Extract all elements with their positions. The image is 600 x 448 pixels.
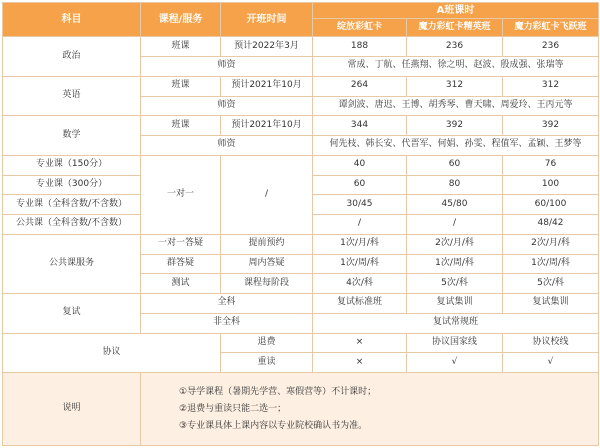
cell-value: 1次/月/科 (313, 234, 407, 254)
notes-label: 说明 (3, 373, 141, 446)
note-line: ②退费与重读只能二选一； (179, 403, 287, 414)
service-name: 测试 (141, 274, 221, 294)
refund-label: 退费 (221, 333, 313, 353)
cell-value: 60 (407, 155, 503, 175)
cell-value: 5次/科 (503, 274, 599, 294)
cell-value: 48/42 (503, 215, 599, 235)
header-subject: 科目 (3, 3, 141, 37)
cell-value: 协议校线 (503, 333, 599, 353)
fushi-full-label: 全科 (141, 294, 313, 314)
cell-value: 4次/科 (313, 274, 407, 294)
one-on-one-label: 一对一 (141, 155, 221, 234)
cell-value: 264 (313, 76, 407, 96)
course-table (2, 2, 599, 446)
course-type: 班课 (141, 76, 221, 96)
public-service-label: 公共课服务 (3, 234, 141, 293)
start-time: 预计2022年3月 (221, 37, 313, 57)
cell-value: 344 (313, 116, 407, 136)
protocol-label: 协议 (3, 333, 221, 373)
cell-value: 100 (503, 175, 599, 195)
cell-value: 复试集训 (407, 294, 503, 314)
cell-value: 45/80 (407, 195, 503, 215)
cell-value: 60 (313, 175, 407, 195)
cell-value: 1次/周/科 (407, 254, 503, 274)
cell-value: 236 (407, 37, 503, 57)
table-row (3, 294, 599, 314)
pro-course-name: 专业课（300分） (3, 175, 141, 195)
header-course: 课程/服务 (141, 3, 221, 37)
teacher-list: 何先枝、韩长安、代晋军、何娟、孙雯、程值军、孟颖、王梦等 (313, 136, 599, 156)
cell-value: 312 (407, 76, 503, 96)
cell-value: 236 (503, 37, 599, 57)
service-time: 课程每阶段 (221, 274, 313, 294)
cell-value: 76 (503, 155, 599, 175)
pro-course-name: 公共课（全科含数/不含数） (3, 215, 141, 235)
header-start: 开班时间 (221, 3, 313, 37)
table-row (3, 37, 599, 57)
cell-value: 1次/周/科 (503, 254, 599, 274)
fushi-nonfull-value: 复试常规班 (313, 313, 599, 333)
fushi-label: 复试 (3, 294, 141, 334)
cell-value: 30/45 (313, 195, 407, 215)
cell-value: 312 (503, 76, 599, 96)
cell-value: 5次/科 (407, 274, 503, 294)
cell-value: 40 (313, 155, 407, 175)
cell-value: 392 (503, 116, 599, 136)
header-group: A班课时 (313, 3, 599, 19)
cell-value: / (407, 215, 503, 235)
subject-politics: 政治 (3, 37, 141, 77)
subject-english: 英语 (3, 76, 141, 116)
header-col2: 魔力彩虹卡精英班 (407, 18, 503, 37)
start-time: 预计2021年10月 (221, 76, 313, 96)
teacher-list: 谭剑波、唐迟、王博、胡秀琴、曹天啸、周爱玲、王丙元等 (313, 96, 599, 116)
cell-value: √ (407, 353, 503, 373)
service-time: 周内答疑 (221, 254, 313, 274)
pro-course-name: 专业课（全科含数/不含数） (3, 195, 141, 215)
cell-value: 2次/月/科 (503, 234, 599, 254)
note-line: ③专业课具体上课内容以专业院校确认书为准。 (179, 420, 368, 431)
cell-value: 复试集训 (503, 294, 599, 314)
table-row (3, 155, 599, 175)
fushi-nonfull-label: 非全科 (141, 313, 313, 333)
notes-content (141, 373, 599, 446)
header-col1: 绽放彩虹卡 (313, 18, 407, 37)
start-time: 预计2021年10月 (221, 116, 313, 136)
cell-value: 60/100 (503, 195, 599, 215)
teacher-list: 常成、丁航、任燕翔、徐之明、赵波、殷成强、张瑞等 (313, 57, 599, 77)
note-line: ①导学课程（暑期先学营、寒假营等）不计课时； (179, 386, 377, 397)
cell-value: 协议国家线 (407, 333, 503, 353)
subject-math: 数学 (3, 116, 141, 156)
cell-value: 188 (313, 37, 407, 57)
course-type: 班课 (141, 37, 221, 57)
table-row (3, 76, 599, 96)
cell-value: × (313, 353, 407, 373)
teacher-label: 师资 (141, 57, 313, 77)
teacher-label: 师资 (141, 96, 313, 116)
teacher-label: 师资 (141, 136, 313, 156)
header-col3: 魔力彩虹卡飞跃班 (503, 18, 599, 37)
cell-value: / (313, 215, 407, 235)
cell-value: 2次/月/科 (407, 234, 503, 254)
cell-value: × (313, 333, 407, 353)
pro-course-name: 专业课（150分） (3, 155, 141, 175)
cell-value: 1次/周/科 (313, 254, 407, 274)
table-row (3, 373, 599, 446)
service-name: 群答疑 (141, 254, 221, 274)
table-row (3, 333, 599, 353)
service-name: 一对一答疑 (141, 234, 221, 254)
table-row (3, 116, 599, 136)
cell-value: 80 (407, 175, 503, 195)
table-row (3, 234, 599, 254)
cell-value: √ (503, 353, 599, 373)
course-type: 班课 (141, 116, 221, 136)
start-slash: / (221, 155, 313, 234)
cell-value: 复试标准班 (313, 294, 407, 314)
reread-label: 重读 (221, 353, 313, 373)
service-time: 提前预约 (221, 234, 313, 254)
cell-value: 392 (407, 116, 503, 136)
